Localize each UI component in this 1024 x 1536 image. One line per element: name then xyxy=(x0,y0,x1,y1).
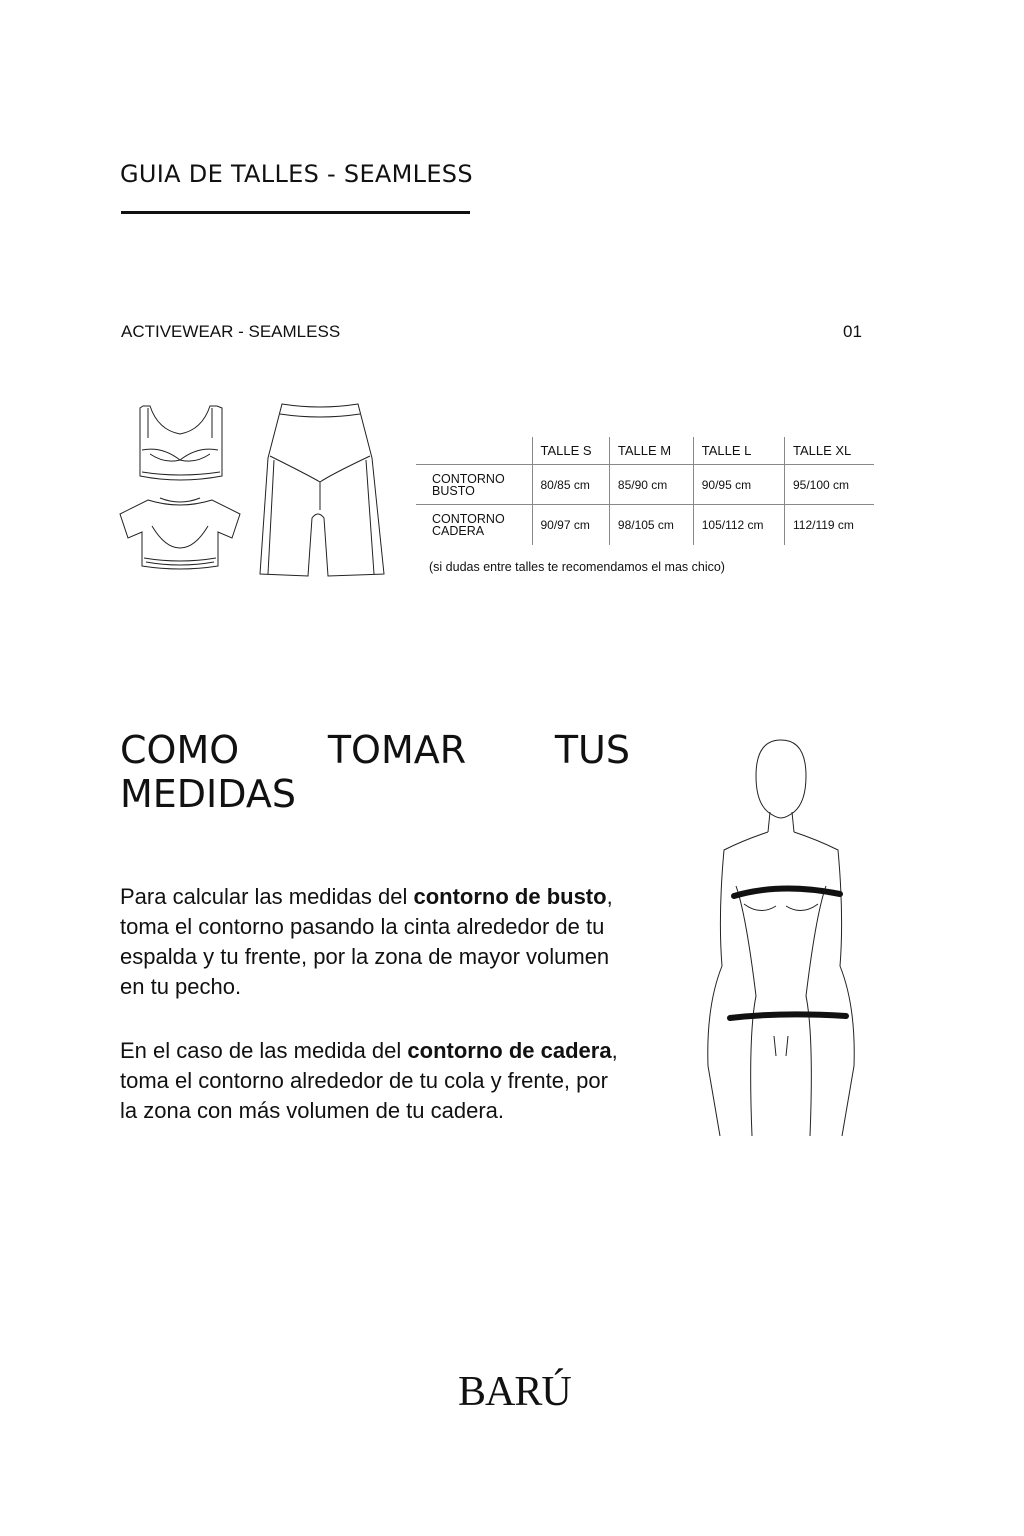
head-outline xyxy=(756,740,806,818)
col-header-m: TALLE M xyxy=(609,437,693,465)
table-cell: 90/97 cm xyxy=(532,505,609,545)
row-label-line2: BUSTO xyxy=(432,483,475,498)
body-figure-drawing xyxy=(696,736,866,1141)
brand-logo: BARÚ xyxy=(458,1369,571,1415)
table-cell: 95/100 cm xyxy=(784,465,874,505)
row-label-line1: CONTORNO xyxy=(432,511,505,526)
row-label-line2: CADERA xyxy=(432,523,485,538)
page-number: 01 xyxy=(843,322,862,341)
table-cell: 112/119 cm xyxy=(784,505,874,545)
heading-word: TUS xyxy=(554,728,630,772)
text-run: , toma el contorno alrededor de tu cola y frente, por la zona con más volumen de tu cadera. xyxy=(120,1038,618,1123)
garment-illustrations xyxy=(110,398,410,588)
title-underline xyxy=(121,211,470,214)
col-header-s: TALLE S xyxy=(532,437,609,465)
table-cell: 90/95 cm xyxy=(693,465,784,505)
section-label: ACTIVEWEAR - SEAMLESS xyxy=(121,322,341,341)
table-note: (si dudas entre talles te recomendamos el mas chico) xyxy=(429,560,725,574)
table-cell: 85/90 cm xyxy=(609,465,693,505)
text-run: Para calcular las medidas del xyxy=(120,884,414,909)
text-run: En el caso de las medida del xyxy=(120,1038,408,1063)
hip-measure-band xyxy=(730,1014,846,1018)
table-row-busto xyxy=(416,465,874,505)
table-cell: 105/112 cm xyxy=(693,505,784,545)
hip-instructions xyxy=(120,1036,620,1126)
text-run: , toma el contorno pasando la cinta alrededor de tu espalda y tu frente, por la zona de mayor volumen en tu pecho. xyxy=(120,884,613,999)
table-corner-cell xyxy=(416,437,532,465)
col-header-l: TALLE L xyxy=(693,437,784,465)
torso-outline xyxy=(708,832,854,1136)
heading-word: TOMAR xyxy=(327,728,467,772)
crop-tee-drawing xyxy=(120,498,240,569)
size-table xyxy=(416,437,874,545)
row-label-cadera xyxy=(416,505,532,545)
bike-shorts-drawing xyxy=(260,404,384,576)
heading-line2: MEDIDAS xyxy=(120,772,296,816)
bust-measure-band xyxy=(734,888,840,896)
table-cell: 80/85 cm xyxy=(532,465,609,505)
row-label-line1: CONTORNO xyxy=(432,471,505,486)
bold-term: contorno de cadera xyxy=(407,1038,612,1063)
page-title: GUIA DE TALLES - SEAMLESS xyxy=(120,160,473,188)
table-cell: 98/105 cm xyxy=(609,505,693,545)
bust-instructions xyxy=(120,882,620,1002)
col-header-xl: TALLE XL xyxy=(784,437,874,465)
how-to-measure-heading xyxy=(120,728,630,816)
bold-term: contorno de busto xyxy=(413,884,607,909)
heading-word: COMO xyxy=(120,728,240,772)
table-row-cadera xyxy=(416,505,874,545)
row-label-busto xyxy=(416,465,532,505)
sports-bra-drawing xyxy=(140,406,222,480)
